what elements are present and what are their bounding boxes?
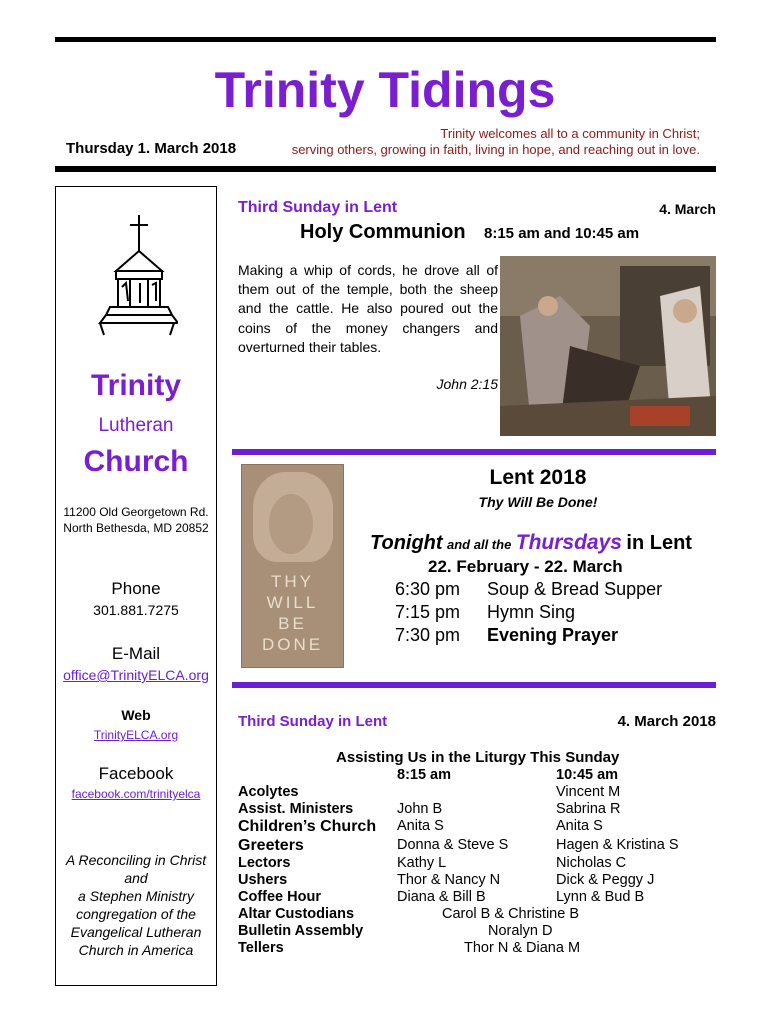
liturgy-title: Assisting Us in the Liturgy This Sunday xyxy=(336,749,620,766)
mission-line-1: A Reconciling in Christ xyxy=(65,852,207,868)
shared-volunteers: Noralyn D xyxy=(488,923,553,939)
lent-title: Lent 2018 xyxy=(489,466,587,489)
table-row xyxy=(238,940,718,958)
thursdays-word: Thursdays xyxy=(515,531,622,554)
early-volunteer: Kathy L xyxy=(397,855,447,871)
church-name-church: Church xyxy=(83,445,189,478)
role-label: Tellers xyxy=(238,940,284,956)
late-volunteer: Hagen & Kristina S xyxy=(556,837,679,853)
reading-line: overturned their tables. xyxy=(238,339,382,355)
lent-subtitle: Thy Will Be Done! xyxy=(478,494,598,510)
scripture-citation: John 2:15 xyxy=(436,376,498,392)
mission-line-6: Church in America xyxy=(78,942,194,958)
role-label: Assist. Ministers xyxy=(238,801,354,817)
temple-cleansing-painting xyxy=(500,256,716,436)
mission-line-4: congregation of the xyxy=(76,906,196,922)
shared-volunteers: Thor N & Diana M xyxy=(464,940,581,956)
late-volunteer: Anita S xyxy=(556,818,603,834)
mission-line-3: a Stephen Ministry xyxy=(78,888,194,904)
schedule-time: 7:30 pm xyxy=(395,625,461,645)
church-steeple-icon xyxy=(96,211,178,339)
mission-line-2: and xyxy=(124,870,148,886)
thy-will-be-done-book-cover xyxy=(241,464,344,668)
table-row xyxy=(238,889,718,907)
late-volunteer: Nicholas C xyxy=(556,855,627,871)
late-volunteer: Sabrina R xyxy=(556,801,621,817)
reading-line: and the cattle. He also poured out the xyxy=(238,300,498,316)
lent-dates: 22. February - 22. March xyxy=(428,557,623,576)
table-row xyxy=(238,923,718,941)
table-row xyxy=(238,872,718,890)
church-name-lutheran: Lutheran xyxy=(98,415,174,436)
table-row xyxy=(238,801,718,819)
sunday-date: 4. March xyxy=(659,201,716,217)
late-volunteer: Dick & Peggy J xyxy=(556,872,655,888)
table-row xyxy=(238,784,718,802)
reading-line: coins of the money changers and xyxy=(238,320,498,336)
issue-date: Thursday 1. March 2018 xyxy=(66,140,237,157)
role-label: Lectors xyxy=(238,855,291,871)
email-link[interactable]: office@TrinityELCA.org xyxy=(63,667,209,683)
address-line-2: North Bethesda, MD 20852 xyxy=(63,521,209,535)
and-all-the: and all the xyxy=(447,537,512,552)
service-name: Holy Communion xyxy=(300,221,466,243)
role-label: Greeters xyxy=(238,837,304,854)
tagline-line-2: serving others, growing in faith, living in hope, and reaching out in love. xyxy=(291,142,700,157)
late-volunteer: Vincent M xyxy=(556,784,621,800)
liturgy-date: 4. March 2018 xyxy=(617,713,716,730)
phone-number: 301.881.7275 xyxy=(93,602,179,618)
masthead-rule xyxy=(55,166,716,172)
role-label: Altar Custodians xyxy=(238,906,355,922)
book-title-line: DONE xyxy=(261,635,324,654)
liturgy-heading: Third Sunday in Lent xyxy=(238,713,388,730)
web-label: Web xyxy=(121,707,151,723)
column-header-early: 8:15 am xyxy=(397,767,452,783)
church-name-trinity: Trinity xyxy=(90,369,181,402)
mission-line-5: Evangelical Lutheran xyxy=(70,924,202,940)
shared-volunteers: Carol B & Christine B xyxy=(442,906,579,922)
role-label: Ushers xyxy=(238,872,288,888)
section-rule xyxy=(232,449,716,455)
facebook-link[interactable]: facebook.com/trinityelca xyxy=(71,787,201,801)
schedule-time: 6:30 pm xyxy=(395,579,461,599)
email-label: E-Mail xyxy=(111,644,161,663)
reading-line: them out of the temple, both the sheep xyxy=(238,281,498,297)
early-volunteer: Donna & Steve S xyxy=(397,837,509,853)
section-rule xyxy=(232,682,716,688)
top-rule xyxy=(55,37,716,42)
service-times: 8:15 am and 10:45 am xyxy=(484,225,640,242)
table-row xyxy=(238,906,718,924)
tagline-line-1: Trinity welcomes all to a community in Christ; xyxy=(440,126,700,141)
column-header-late: 10:45 am xyxy=(556,767,619,783)
schedule-event: Soup & Bread Supper xyxy=(487,579,663,599)
newsletter-title: Trinity Tidings xyxy=(214,62,556,118)
schedule-event: Evening Prayer xyxy=(487,625,619,645)
book-title-line: THY xyxy=(271,572,314,591)
reading-line: Making a whip of cords, he drove all of xyxy=(238,262,498,278)
facebook-label: Facebook xyxy=(98,764,174,783)
in-lent: in Lent xyxy=(626,532,692,554)
book-title-line: WILL xyxy=(266,593,319,612)
early-volunteer: Diana & Bill B xyxy=(397,889,486,905)
early-volunteer: John B xyxy=(397,801,443,817)
early-volunteer: Thor & Nancy N xyxy=(397,872,501,888)
late-volunteer: Lynn & Bud B xyxy=(556,889,645,905)
table-row xyxy=(238,818,718,836)
web-link[interactable]: TrinityELCA.org xyxy=(93,728,179,742)
role-label: Coffee Hour xyxy=(238,889,321,905)
sidebar xyxy=(55,186,217,986)
table-row xyxy=(238,837,718,855)
role-label: Bulletin Assembly xyxy=(238,923,364,939)
role-label: Children’s Church xyxy=(238,818,377,835)
phone-label: Phone xyxy=(111,579,161,598)
sunday-heading: Third Sunday in Lent xyxy=(238,199,398,216)
address-line-1: 11200 Old Georgetown Rd. xyxy=(63,505,209,519)
tonight-word: Tonight xyxy=(370,532,443,554)
book-title-line: BE xyxy=(278,614,307,633)
early-volunteer: Anita S xyxy=(397,818,444,834)
schedule-time: 7:15 pm xyxy=(395,602,461,622)
schedule-event: Hymn Sing xyxy=(487,602,576,622)
lent-invitation xyxy=(370,531,716,555)
table-row xyxy=(238,855,718,873)
role-label: Acolytes xyxy=(238,784,299,800)
